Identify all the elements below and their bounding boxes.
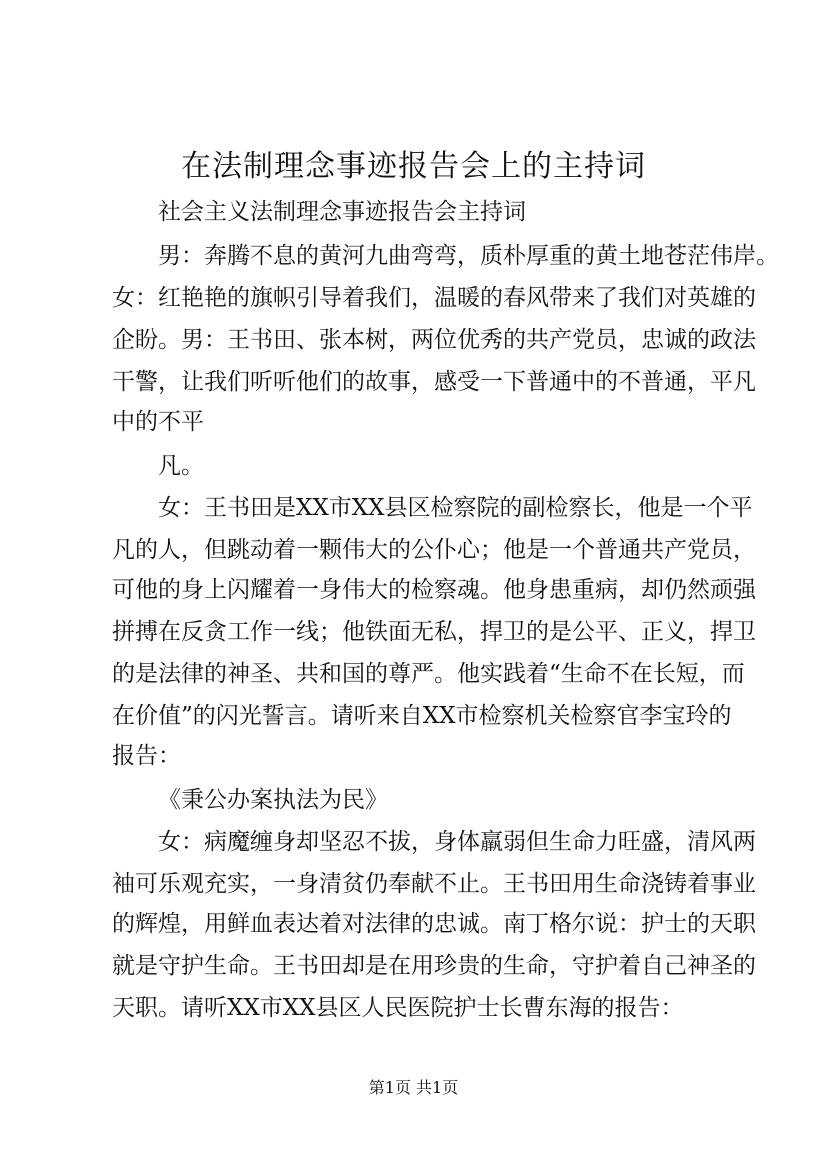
paragraph-line: 在价值”的闪光誓言。请听来自XX市检察机关检察官李宝玲的	[112, 703, 732, 729]
paragraph-line: 袖可乐观充实，一身清贫仍奉献不止。王书田用生命浇铸着事业	[112, 871, 756, 897]
paragraph-line: 可他的身上闪耀着一身伟大的检察魂。他身患重病，却仍然顽强	[112, 577, 756, 603]
paragraph-line: 男：奔腾不息的黄河九曲弯弯，质朴厚重的黄土地苍茫伟岸。	[158, 243, 779, 269]
paragraph-line: 女：病魔缠身却坚忍不拔，身体羸弱但生命力旺盛，清风两	[158, 829, 756, 855]
paragraph-line: 凡的人，但跳动着一颗伟大的公仆心；他是一个普通共产党员，	[112, 537, 756, 563]
paragraph-line: 凡。	[158, 453, 204, 479]
section-heading: 《秉公办案执法为民》	[158, 787, 388, 813]
paragraph-line: 中的不平	[112, 409, 204, 435]
paragraph-line: 女：王书田是XX市XX县区检察院的副检察长，他是一个平	[158, 495, 753, 521]
paragraph-line: 拼搏在反贪工作一线；他铁面无私，捍卫的是公平、正义，捍卫	[112, 619, 756, 645]
paragraph-line: 的是法律的神圣、共和国的尊严。他实践着“生命不在长短，而	[112, 661, 745, 687]
paragraph-line: 就是守护生命。王书田却是在用珍贵的生命，守护着自己神圣的	[112, 953, 756, 979]
paragraph-line: 女：红艳艳的旗帜引导着我们，温暖的春风带来了我们对英雄的	[112, 285, 756, 311]
paragraph-line: 报告：	[112, 743, 181, 769]
paragraph-line: 企盼。男：王书田、张本树，两位优秀的共产党员，忠诚的政法	[112, 327, 756, 353]
paragraph-line: 天职。请听XX市XX县区人民医院护士长曹东海的报告：	[112, 995, 684, 1021]
subtitle-line: 社会主义法制理念事迹报告会主持词	[158, 199, 526, 225]
page-footer: 第1页 共1页	[368, 1078, 459, 1097]
paragraph-line: 的辉煌，用鲜血表达着对法律的忠诚。南丁格尔说：护士的天职	[112, 911, 756, 937]
paragraph-line: 干警，让我们听听他们的故事，感受一下普通中的不普通，平凡	[112, 369, 756, 395]
document-title: 在法制理念事迹报告会上的主持词	[181, 149, 646, 184]
